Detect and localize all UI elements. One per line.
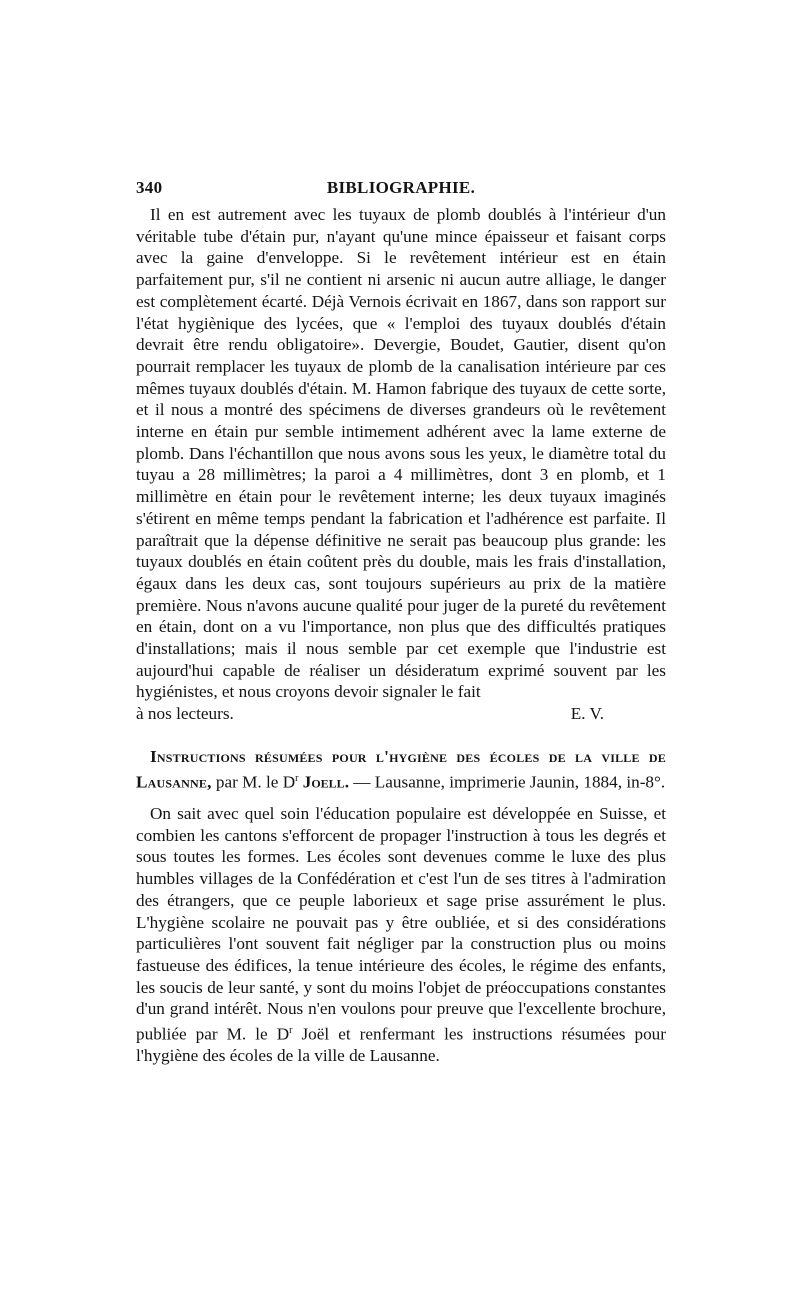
- book-title: Instructions résumées pour l'hygiène des écoles de la ville de Lausanne,: [136, 746, 666, 792]
- book-by-superscript: r: [295, 772, 299, 784]
- book-publication: — Lausanne, imprimerie Jaunin, 1884, in-8°.: [353, 772, 666, 792]
- review-paragraph: [136, 204, 666, 703]
- book-by: par M. le D: [215, 772, 296, 792]
- section-gap: [136, 725, 666, 746]
- book-page: [136, 178, 666, 1067]
- review-body: Il en est autrement avec les tuyaux de plomb doublés à l'intérieur d'un véritable tube d'étain pur, n'ayant qu'une mince épaisseur et faisant corps avec la gaine d'enveloppe. Si le revêtement intérieur est en étain parfaitement pur, s'il ne contient ni arsenic ni aucun autre alliage, le danger est complètement écarté. Déjà Vernois écrivait en 1867, dans son rapport sur l'état hygiènique des lycées, que « l'emploi des tuyaux doublés d'étain devrait être rendu obligatoire». Devergie, Boudet, Gautier, disent qu'on pourrait remplacer les tuyaux de plomb de la canalisation intérieure par ces mêmes tuyaux doublés d'étain. M. Hamon fabrique des tuyaux de cette sorte, et il nous a montré des spécimens de diverses grandeurs où le revêtement interne en étain pur semble intimement adhérent avec la lame externe de plomb. Dans l'échantillon que nous avons sous les yeux, le diamètre total du tuyau a 28 millimètres; la paroi a 4 millimètres, dont 3 en plomb, et 1 millimètre en étain pour le revêtement interne; les deux tuyaux imaginés s'étirent en même temps pendant la fabrication et l'adhérence est parfaite. Il paraîtrait que la dépense définitive ne serait pas beaucoup plus grande: les tuyaux doublés en étain coûtent près du double, mais les frais d'installation, égaux dans les deux cas, sont toujours supérieurs au prix de la matière première. Nous n'avons aucune qualité pour juger de la pureté du revêtement en étain, dont on a vu l'importance, non plus que des difficultés pratiques d'installations; mais il nous semble par cet exemple que l'industrie est aujourd'hui capable de réaliser un désideratum exprimé souvent par les hygiénistes, et nous croyons devoir signaler le fait: [136, 205, 666, 702]
- book-review-paragraph: [136, 803, 666, 1067]
- review-signature: E. V.: [570, 704, 604, 724]
- book-review-end: Joël et renfermant les instructions résumées pour l'hygiène des écoles de la ville de Lausanne.: [136, 1024, 666, 1066]
- book-entry-heading: [136, 746, 666, 793]
- running-head: [136, 178, 666, 204]
- page-number: 340: [136, 178, 163, 197]
- review-closing-line: [136, 703, 666, 725]
- entry-gap: [136, 793, 666, 803]
- book-author: Joell.: [302, 772, 349, 792]
- book-review-body: On sait avec quel soin l'éducation populaire est développée en Suisse, et combien les cantons s'efforcent de propager l'instruction à tous les degrés et sous toutes les formes. Les écoles sont devenues comme le luxe des plus humbles villages de la Confédération et c'est l'un de ses titres à l'admiration des étrangers, que ce peuple laborieux et sage prise assurément le plus. L'hygiène scolaire ne pouvait pas y être oubliée, et si des considérations particulières l'ont souvent fait négliger par la construction plus ou moins fastueuse des édifices, la tenue intérieure des écoles, le régime des enfants, les soucis de leur santé, y sont du moins l'objet de préoccupations constantes d'un grand intérêt. Nous n'en voulons pour preuve que l'excellente brochure, publiée par M. le D: [136, 804, 666, 1044]
- running-title: BIBLIOGRAPHIE.: [326, 178, 476, 197]
- review-last-line: à nos lecteurs.: [136, 704, 234, 724]
- book-review-superscript: r: [289, 1025, 293, 1037]
